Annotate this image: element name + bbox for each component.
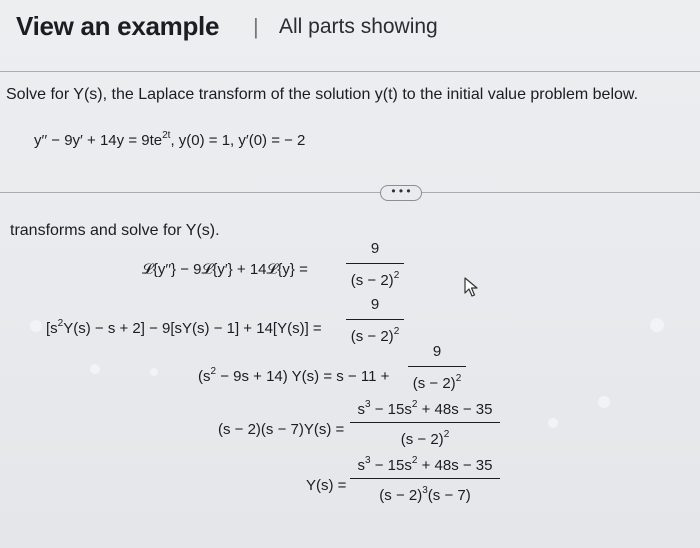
- divider-middle: [0, 192, 700, 193]
- eq5-fraction-bar: [350, 478, 500, 479]
- eq3-denominator: [408, 368, 466, 390]
- eq1-den-base: (s − 2): [350, 272, 394, 289]
- eq2-fraction: [346, 296, 404, 343]
- ivp-initial-conditions: , y(0) = 1, y′(0) = − 2: [170, 132, 306, 149]
- eq2-lhs-a: [s: [46, 320, 58, 337]
- glare-dot: [30, 320, 42, 332]
- glare-dot: [90, 364, 100, 374]
- eq1-fraction: [346, 240, 404, 287]
- all-parts-showing-label: All parts showing: [279, 15, 438, 38]
- glare-dot: [150, 368, 158, 376]
- eq2-lhs-exponent: 2: [57, 318, 64, 329]
- eq4-num-exp3: 3: [365, 399, 371, 410]
- eq5-num-exp2: 2: [411, 455, 418, 466]
- title-separator: |: [253, 14, 259, 39]
- eq4-lhs: (s − 2)(s − 7)Y(s) =: [218, 421, 345, 438]
- eq4-numerator: [350, 399, 500, 421]
- eq4-fraction-bar: [350, 422, 500, 423]
- eq4-num-exp2: 2: [411, 399, 418, 410]
- eq2-den-base: (s − 2): [350, 328, 394, 345]
- eq1-numerator: 9: [370, 240, 380, 257]
- eq2-numerator: 9: [370, 296, 380, 313]
- mouse-pointer-icon: [462, 276, 482, 298]
- eq3-lhs-b: − 9s + 14) Y(s) = s − 11 +: [216, 368, 390, 385]
- eq2-fraction-bar: [346, 319, 404, 320]
- eq4-den-exponent: 2: [443, 429, 450, 440]
- eq4-num-c: + 48s − 35: [417, 401, 493, 418]
- show-more-button[interactable]: • • •: [380, 185, 422, 201]
- eq5-den-exponent: 3: [422, 485, 428, 496]
- ivp-equation: [34, 130, 305, 149]
- eq1-den-exponent: 2: [393, 270, 400, 281]
- divider-top: [0, 71, 700, 72]
- problem-prompt: Solve for Y(s), the Laplace transform of the solution y(t) to the initial value problem below.: [6, 86, 639, 103]
- glare-dot: [548, 418, 558, 428]
- eq5-numerator: [350, 455, 500, 477]
- eq5-fraction: [350, 455, 500, 502]
- eq3-den-exponent: 2: [455, 373, 462, 384]
- eq4-fraction: [350, 399, 500, 446]
- eq3-den-base: (s − 2): [412, 375, 456, 392]
- page-title: View an example: [16, 11, 220, 41]
- eq2-lhs: [46, 318, 322, 337]
- eq1-lhs: 𝓛{y′′} − 9𝓛{y′} + 14𝓛{y} =: [142, 261, 308, 278]
- eq4-num-a: s: [357, 401, 366, 418]
- eq2-den-exponent: 2: [393, 326, 400, 337]
- ivp-exponent: 2t: [162, 130, 171, 141]
- eq4-num-b: − 15s: [370, 401, 412, 418]
- glare-dot: [598, 396, 610, 408]
- eq5-den-b: (s − 7): [427, 487, 471, 504]
- eq4-denominator: [350, 424, 500, 446]
- ivp-lhs: y′′ − 9y′ + 14y = 9te: [34, 132, 163, 149]
- eq5-num-c: + 48s − 35: [417, 457, 493, 474]
- eq3-lhs-a: (s: [198, 368, 211, 385]
- eq5-num-a: s: [357, 457, 366, 474]
- eq4-den-base: (s − 2): [400, 431, 444, 448]
- eq3-lhs-exponent: 2: [210, 366, 217, 377]
- eq3-lhs: [198, 366, 389, 385]
- eq3-fraction: [408, 343, 466, 390]
- eq5-denominator: [350, 480, 500, 502]
- eq1-fraction-bar: [346, 263, 404, 264]
- eq5-den-a: (s − 2): [379, 487, 423, 504]
- glare-dot: [650, 318, 664, 332]
- title-bar: [0, 0, 700, 62]
- eq2-denominator: [346, 321, 404, 343]
- eq3-numerator: 9: [432, 343, 442, 360]
- eq2-lhs-b: Y(s) − s + 2] − 9[sY(s) − 1] + 14[Y(s)] =: [63, 320, 322, 337]
- step-instruction: transforms and solve for Y(s).: [10, 222, 220, 239]
- eq5-lhs: Y(s) =: [306, 477, 347, 494]
- eq5-num-exp3: 3: [365, 455, 371, 466]
- eq3-fraction-bar: [408, 366, 466, 367]
- eq1-denominator: [346, 265, 404, 287]
- eq5-num-b: − 15s: [370, 457, 412, 474]
